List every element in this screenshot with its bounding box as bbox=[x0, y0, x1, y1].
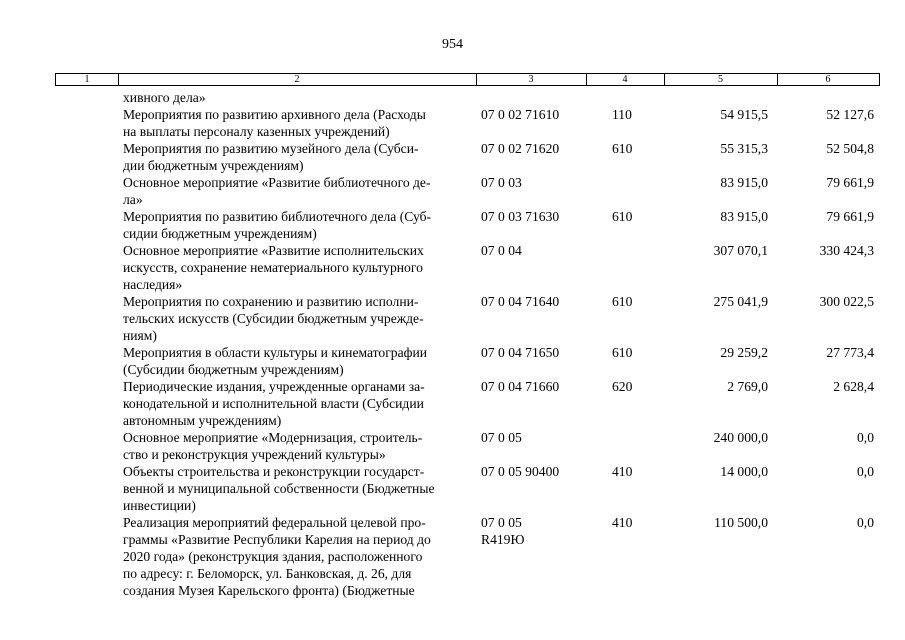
row-description-line: (Субсидии бюджетным учреждениям) bbox=[123, 362, 344, 377]
row-value-col6: 330 424,3 bbox=[819, 243, 874, 258]
row-expense-type: 410 bbox=[612, 464, 633, 479]
row-value-col5: 29 259,2 bbox=[720, 345, 768, 360]
row-description-line: наследия» bbox=[123, 277, 183, 292]
row-description-line: на выплаты персоналу казенных учреждений) bbox=[123, 124, 390, 139]
row-expense-type: 410 bbox=[612, 515, 633, 530]
header-col-2: 2 bbox=[294, 74, 300, 85]
row-expense-type: 110 bbox=[612, 107, 632, 122]
row-value-col6: 0,0 bbox=[857, 430, 874, 445]
row-description-line: ла» bbox=[123, 192, 143, 207]
row-code: 07 0 05 90400 bbox=[481, 464, 560, 479]
row-description-line: сидии бюджетным учреждениям) bbox=[123, 226, 317, 241]
row-description-line: Мероприятия по сохранению и развитию исполни- bbox=[123, 294, 419, 309]
row-code: 07 0 05 bbox=[481, 430, 522, 445]
header-col-5: 5 bbox=[718, 74, 723, 85]
row-description-line: Основное мероприятие «Модернизация, строитель- bbox=[123, 430, 423, 445]
row-value-col6: 2 628,4 bbox=[833, 379, 874, 394]
row-expense-type: 610 bbox=[612, 209, 633, 224]
row-description-line: ниям) bbox=[123, 328, 157, 343]
row-value-col5: 240 000,0 bbox=[713, 430, 768, 445]
row-description-line: 2020 года» (реконструкция здания, расположенного bbox=[123, 549, 423, 564]
header-col-3: 3 bbox=[528, 74, 534, 85]
row-description-line: инвестиции) bbox=[123, 498, 196, 513]
row-code: 07 0 02 71620 bbox=[481, 141, 560, 156]
row-description-line: хивного дела» bbox=[123, 90, 206, 105]
row-value-col6: 0,0 bbox=[857, 464, 874, 479]
row-description-line: Реализация мероприятий федеральной целевой про- bbox=[123, 515, 426, 530]
row-value-col5: 14 000,0 bbox=[720, 464, 768, 479]
row-value-col6: 300 022,5 bbox=[819, 294, 874, 309]
row-value-col5: 307 070,1 bbox=[713, 243, 768, 258]
row-value-col5: 83 915,0 bbox=[720, 209, 768, 224]
row-description-line: Основное мероприятие «Развитие исполнительских bbox=[123, 243, 424, 258]
row-description-line: Мероприятия по развитию музейного дела (Субси- bbox=[123, 141, 419, 156]
row-code: R419Ю bbox=[481, 532, 525, 547]
row-description-line: автономным учреждениям) bbox=[123, 413, 282, 428]
row-description-line: по адресу: г. Беломорск, ул. Банковская, д. 26, для bbox=[123, 566, 412, 581]
row-value-col6: 52 504,8 bbox=[826, 141, 874, 156]
header-col-4: 4 bbox=[622, 74, 628, 85]
page-number: 954 bbox=[442, 37, 463, 52]
row-description-line: создания Музея Карельского фронта) (Бюджетные bbox=[123, 583, 415, 598]
row-description-line: конодательной и исполнительной власти (Субсидии bbox=[123, 396, 424, 411]
table-header bbox=[55, 73, 880, 86]
row-value-col6: 79 661,9 bbox=[826, 175, 874, 190]
row-code: 07 0 04 bbox=[481, 243, 522, 258]
header-col-6: 6 bbox=[825, 74, 831, 85]
row-value-col5: 55 315,3 bbox=[720, 141, 768, 156]
row-expense-type: 610 bbox=[612, 294, 633, 309]
row-description-line: Объекты строительства и реконструкции государст- bbox=[123, 464, 425, 479]
row-description-line: Мероприятия по развитию архивного дела (Расходы bbox=[123, 107, 426, 122]
row-description-line: дии бюджетным учреждениям) bbox=[123, 158, 304, 173]
row-value-col5: 275 041,9 bbox=[713, 294, 768, 309]
header-col-1: 1 bbox=[84, 74, 90, 85]
row-description-line: ство и реконструкция учреждений культуры» bbox=[123, 447, 386, 462]
row-code: 07 0 03 71630 bbox=[481, 209, 560, 224]
row-description-line: искусств, сохранение нематериального культурного bbox=[123, 260, 423, 275]
row-description-line: Основное мероприятие «Развитие библиотечного де- bbox=[123, 175, 431, 190]
row-description-line: Периодические издания, учрежденные органами за- bbox=[123, 379, 425, 394]
row-description-line: венной и муниципальной собственности (Бюджетные bbox=[123, 481, 435, 496]
row-value-col6: 27 773,4 bbox=[826, 345, 874, 360]
row-code: 07 0 05 bbox=[481, 515, 522, 530]
row-code: 07 0 02 71610 bbox=[481, 107, 560, 122]
row-value-col5: 54 915,5 bbox=[720, 107, 768, 122]
row-value-col5: 110 500,0 bbox=[714, 515, 768, 530]
row-value-col5: 2 769,0 bbox=[727, 379, 768, 394]
row-expense-type: 620 bbox=[612, 379, 633, 394]
row-description-line: Мероприятия по развитию библиотечного дела (Суб- bbox=[123, 209, 432, 224]
row-value-col5: 83 915,0 bbox=[720, 175, 768, 190]
row-value-col6: 0,0 bbox=[857, 515, 874, 530]
row-expense-type: 610 bbox=[612, 345, 633, 360]
row-description-line: Мероприятия в области культуры и кинематографии bbox=[123, 345, 427, 360]
row-code: 07 0 04 71650 bbox=[481, 345, 560, 360]
row-description-line: тельских искусств (Субсидии бюджетным учрежде- bbox=[123, 311, 424, 326]
row-code: 07 0 03 bbox=[481, 175, 522, 190]
row-value-col6: 52 127,6 bbox=[826, 107, 874, 122]
row-description-line: граммы «Развитие Республики Карелия на период до bbox=[123, 532, 431, 547]
row-code: 07 0 04 71640 bbox=[481, 294, 560, 309]
row-expense-type: 610 bbox=[612, 141, 633, 156]
row-value-col6: 79 661,9 bbox=[826, 209, 874, 224]
row-code: 07 0 04 71660 bbox=[481, 379, 560, 394]
